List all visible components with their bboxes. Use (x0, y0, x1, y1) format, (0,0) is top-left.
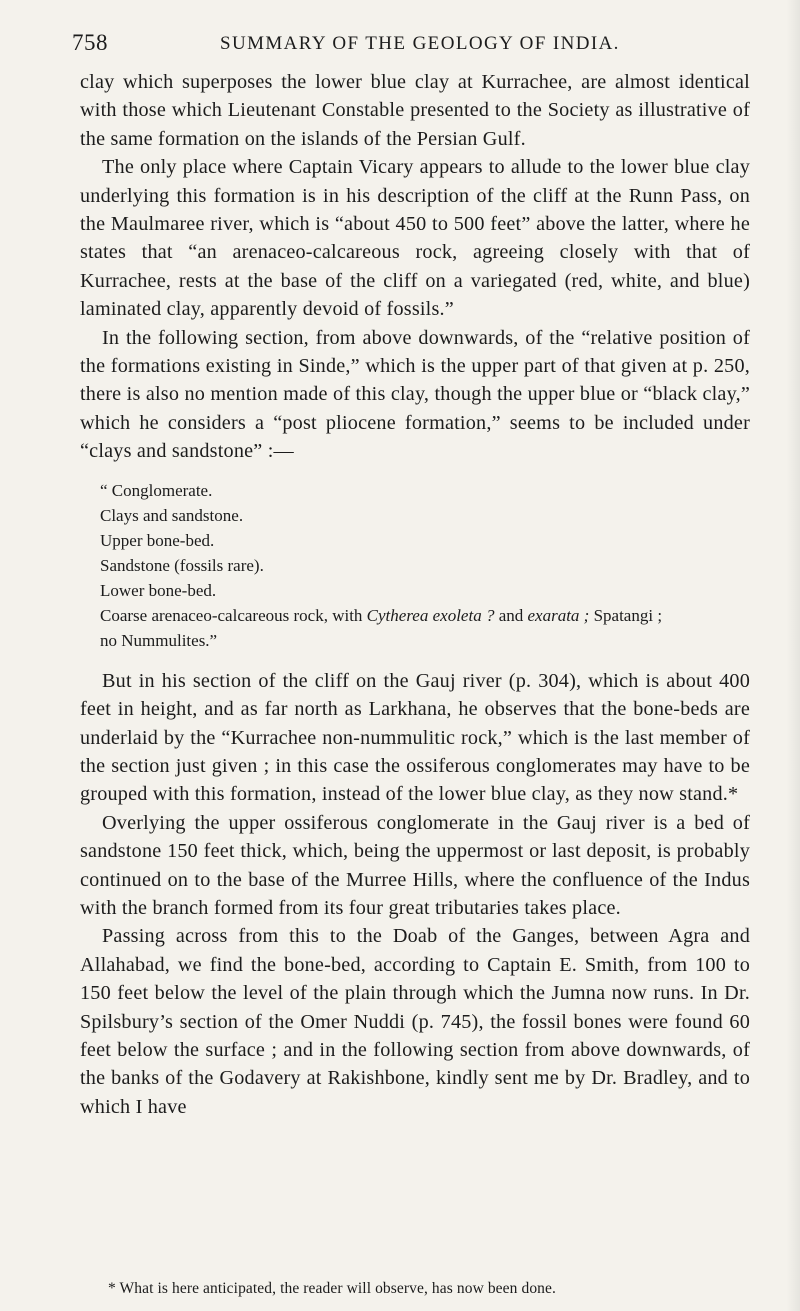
page-number: 758 (72, 30, 108, 55)
item-text: Spatangi ; (589, 605, 663, 625)
paragraph-3: In the following section, from above downwards, of the “relative position of the formations existing in Sinde,” which is the upper part of that given at p. 250, there is also no mention made of this clay, though the upper blue or “black clay,” which he considers a “post pliocene formation,” seems to be included under “clays and sandstone” :— (80, 326, 750, 463)
item-text: and (494, 605, 528, 625)
section-list-item (100, 603, 750, 628)
paragraph-5: Overlying the upper ossiferous conglomerate in the Gauj river is a bed of sandstone 150 feet thick, which, being the uppermost or last deposit, is probably continued on to the base of the Murree Hills, where the confluence of the Indus with the branch formed from its four great tributaries takes place. (80, 811, 750, 919)
section-list-item: “ Conglomerate. (100, 480, 213, 500)
section-list-item: no Nummulites.” (100, 630, 218, 650)
species-name: exarata ; (527, 605, 590, 625)
page-header (72, 24, 750, 64)
section-list-item: Lower bone-bed. (100, 580, 217, 600)
section-list (100, 478, 750, 653)
section-list-item: Sandstone (fossils rare). (100, 555, 264, 575)
paragraph-2: The only place where Captain Vicary appears to allude to the lower blue clay underlying this formation is in his description of the cliff at the Runn Pass, on the Maulmaree river, which is “about 450 to 500 feet” above the latter, where he states that “an arenaceo-calcareous rock, agreeing closely with that of Kurrachee, rests at the base of the cliff on a variegated (red, white, and blue) laminated clay, apparently devoid of fossils.” (80, 156, 750, 321)
species-name: Cytherea exoleta ? (366, 605, 495, 625)
section-list-item: Clays and sandstone. (100, 505, 244, 525)
body-text (80, 68, 750, 1121)
paragraph-1: clay which superposes the lower blue clay at Kurrachee, are almost identical with those which Lieutenant Constable presented to the Society as illustrative of the same formation on the islands of the Persian Gulf. (80, 71, 750, 150)
footnote: * What is here anticipated, the reader will observe, has now been done. (108, 1280, 556, 1297)
item-text: Coarse arenaceo-calcareous rock, with (100, 605, 367, 625)
running-head: SUMMARY OF THE GEOLOGY OF INDIA. (220, 33, 620, 54)
section-list-item: Upper bone-bed. (100, 530, 215, 550)
paragraph-6: Passing across from this to the Doab of the Ganges, between Agra and Allahabad, we find the bone-bed, according to Captain E. Smith, from 100 to 150 feet below the level of the plain through which the Jumna now runs. In Dr. Spilsbury’s section of the Omer Nuddi (p. 745), the fossil bones were found 60 feet below the surface ; and in the following section from above downwards, of the banks of the Godavery at Rakishbone, kindly sent me by Dr. Bradley, and to which I have (80, 925, 750, 1118)
page-edge (786, 0, 800, 1311)
paragraph-4: But in his section of the cliff on the Gauj river (p. 304), which is about 400 feet in height, and as far north as Larkhana, he observes that the bone-beds are underlaid by the “Kurrachee non-nummulitic rock,” which is the last member of the section just given ; in this case the ossiferous conglomerates may have to be grouped with this formation, instead of the lower blue clay, as they now stand.* (80, 669, 750, 806)
